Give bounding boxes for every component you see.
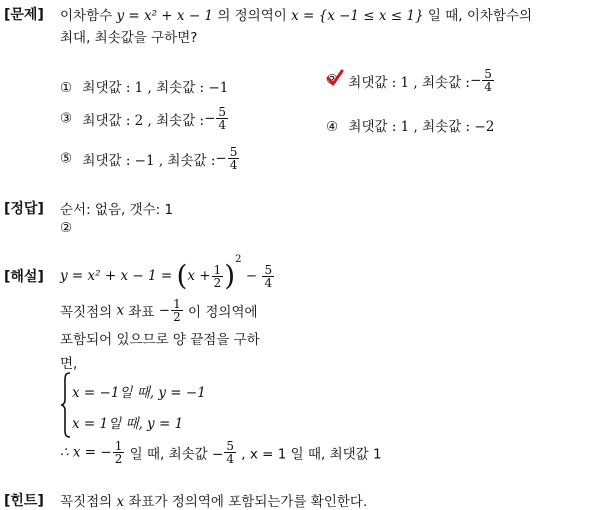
explanation-line-2: 꼭짓점의 x 좌표 − $\frac{1}{2}$ 이 정의역에 bbox=[60, 297, 258, 324]
explanation-line-4: 면, bbox=[60, 356, 78, 372]
case-2: x = 1일 때, y = 1 bbox=[72, 416, 184, 432]
problem-line-1 bbox=[60, 4, 532, 24]
problem-tag: [문제] bbox=[4, 7, 44, 23]
problem-suffix: 일 때, 이차함수의 bbox=[427, 8, 533, 24]
choice-number: ① bbox=[60, 80, 73, 96]
curly-brace-icon bbox=[60, 372, 72, 438]
problem-function: y = x² + x − 1 bbox=[116, 8, 214, 24]
choice-text: 최댓값 : 2 , 최솟값 : bbox=[82, 112, 205, 129]
check-mark-icon: ② bbox=[326, 72, 342, 86]
choice-fraction: $\frac{5}{4}$ bbox=[218, 105, 227, 132]
explanation-equation: y = x² + x − 1 = (x + $\frac{1}{2}$ )$^2$ − $\frac{5}{4}$ bbox=[60, 254, 273, 292]
explanation-line-3: 포함되어 있으므로 양 끝점을 구하 bbox=[60, 332, 260, 348]
choice-text: 최댓값 : −1 , 최솟값 : bbox=[82, 152, 216, 169]
choice-2[interactable]: ② 최댓값 : 1 , 최솟값 :− $\frac{5}{4}$ bbox=[326, 67, 492, 94]
choice-1[interactable] bbox=[60, 76, 228, 96]
choice-3[interactable]: ③ 최댓값 : 2 , 최솟값 :− $\frac{5}{4}$ bbox=[60, 105, 227, 132]
choice-fraction: $\frac{5}{4}$ bbox=[484, 67, 492, 94]
choice-5[interactable]: ⑤ 최댓값 : −1 , 최솟값 :− $\frac{5}{4}$ bbox=[60, 145, 238, 172]
choice-text: 최댓값 : 1 , 최솟값 : −1 bbox=[82, 80, 229, 96]
answer-meta: 순서: 없음, 갯수: 1 bbox=[60, 202, 174, 218]
problem-line-2: 최대, 최솟값을 구하면? bbox=[60, 30, 198, 46]
choice-4[interactable] bbox=[326, 115, 494, 135]
hint-tag: [힌트] bbox=[4, 493, 44, 509]
choice-fraction: $\frac{5}{4}$ bbox=[229, 145, 238, 172]
choice-text: 최댓값 : 1 , 최솟값 : −2 bbox=[348, 119, 495, 135]
hint-text: 꼭짓점의 x 좌표가 정의역에 포함되는가를 확인한다. bbox=[60, 494, 368, 510]
choice-number: ④ bbox=[326, 119, 339, 135]
case-1: x = −1일 때, y = −1 bbox=[72, 385, 206, 401]
answer-tag: [정답] bbox=[4, 201, 44, 217]
problem-domain: x = {x −1 ≤ x ≤ 1} bbox=[291, 8, 424, 24]
answer-value: ② bbox=[60, 220, 73, 236]
problem-mid: 의 정의역이 bbox=[217, 8, 287, 24]
explanation-conclusion: ∴ x = − $\frac{1}{2}$ 일 때, 최솟값 − $\frac{5}{4}$ , x = 1 일 때, 최댓값 1 bbox=[60, 439, 382, 466]
explanation-tag: [해설] bbox=[4, 269, 44, 285]
choice-number: ③ bbox=[60, 110, 73, 127]
choice-text: 최댓값 : 1 , 최솟값 : bbox=[348, 74, 470, 91]
choice-number: ⑤ bbox=[60, 150, 73, 167]
problem-prefix: 이차함수 bbox=[60, 8, 113, 24]
